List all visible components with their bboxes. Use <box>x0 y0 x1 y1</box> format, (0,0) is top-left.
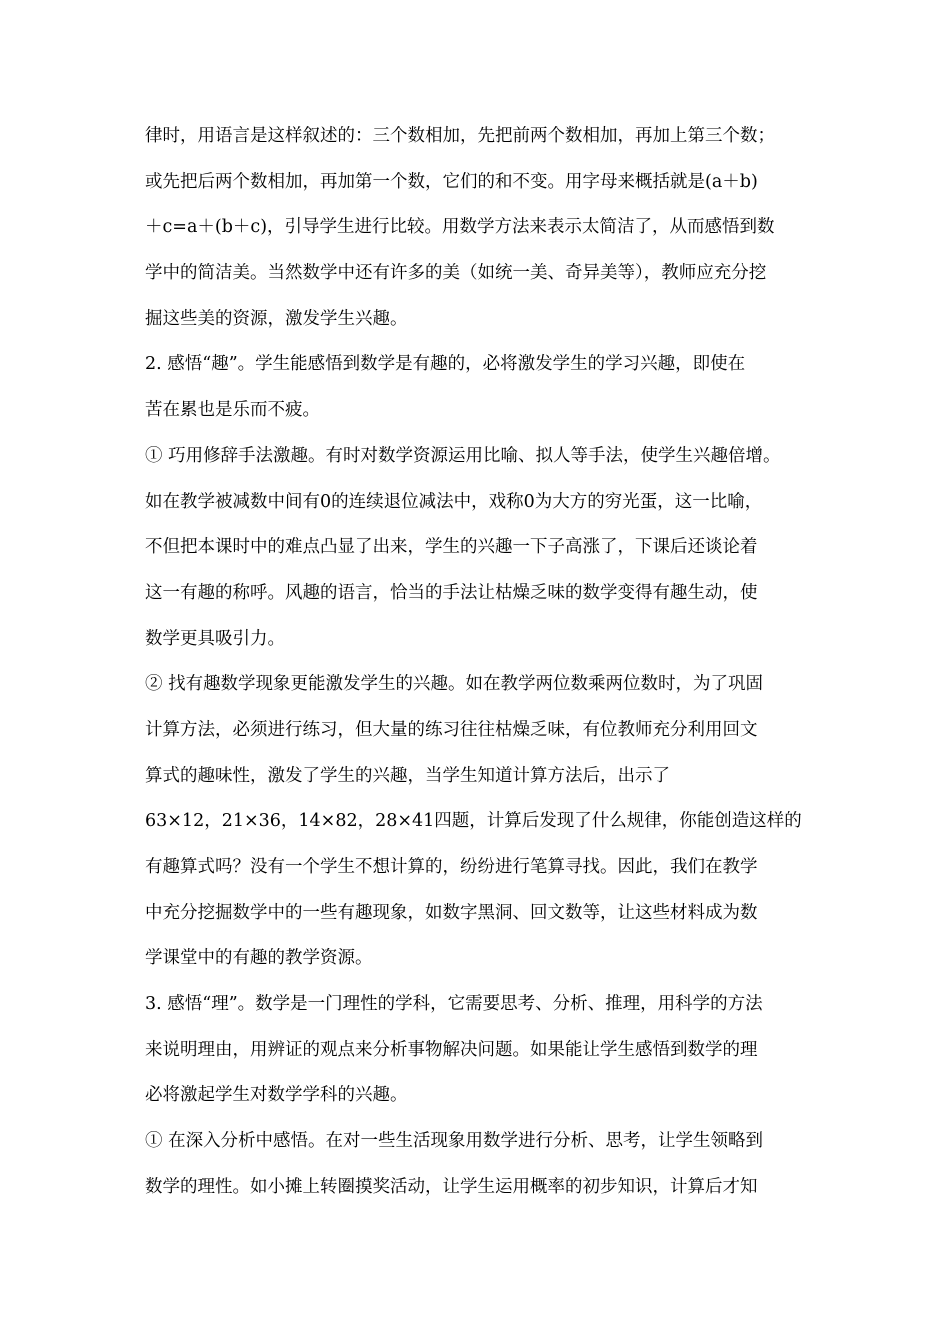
text-line: ＋c=a＋(b＋c)，引导学生进行比较。用数学方法来表示太简洁了，从而感悟到数 <box>145 217 775 238</box>
text-line: 计算方法，必须进行练习，但大量的练习往往枯燥乏味，有位教师充分利用回文 <box>145 719 758 740</box>
text-line: 3. 感悟“理”。数学是一门理性的学科，它需要思考、分析、推理，用科学的方法 <box>145 994 763 1015</box>
text-line: 2. 感悟“趣”。学生能感悟到数学是有趣的，必将激发学生的学习兴趣，即使在 <box>145 354 746 375</box>
text-line: 算式的趣味性，激发了学生的兴趣，当学生知道计算方法后，出示了 <box>145 765 670 786</box>
text-line: 必将激起学生对数学学科的兴趣。 <box>145 1085 408 1106</box>
text-line: 数学的理性。如小摊上转圈摸奖活动，让学生运用概率的初步知识，计算后才知 <box>145 1176 758 1197</box>
text-line: 学中的简洁美。当然数学中还有许多的美（如统一美、奇异美等），教师应充分挖 <box>145 263 767 284</box>
text-line: ① 在深入分析中感悟。在对一些生活现象用数学进行分析、思考，让学生领略到 <box>145 1131 764 1152</box>
text-line: 律时，用语言是这样叙述的：三个数相加，先把前两个数相加，再加上第三个数； <box>145 126 775 146</box>
document-body <box>145 114 810 1211</box>
text-line: ① 巧用修辞手法激趣。有时对数学资源运用比喻、拟人等手法，使学生兴趣倍增。 <box>145 445 781 466</box>
text-line: 数学更具吸引力。 <box>145 628 285 649</box>
text-line: 63×12，21×36，14×82，28×41四题，计算后发现了什么规律，你能创造这样的 <box>145 811 802 832</box>
text-line: 来说明理由，用辨证的观点来分析事物解决问题。如果能让学生感悟到数学的理 <box>145 1039 758 1060</box>
text-line: ② 找有趣数学现象更能激发学生的兴趣。如在教学两位数乘两位数时，为了巩固 <box>145 674 764 695</box>
text-line: 或先把后两个数相加，再加第一个数，它们的和不变。用字母来概括就是(a＋b) <box>145 171 758 192</box>
text-line: 不但把本课时中的难点凸显了出来，学生的兴趣一下子高涨了，下课后还谈论着 <box>145 537 758 558</box>
text-line: 苦在累也是乐而不疲。 <box>145 400 320 421</box>
text-line: 中充分挖掘数学中的一些有趣现象，如数字黑洞、回文数等，让这些材料成为数 <box>145 902 758 923</box>
text-line: 有趣算式吗？没有一个学生不想计算的，纷纷进行笔算寻找。因此，我们在教学 <box>145 857 758 877</box>
text-line: 如在教学被减数中间有0的连续退位减法中，戏称0为大方的穷光蛋，这一比喻， <box>145 491 763 512</box>
text-line: 学课堂中的有趣的教学资源。 <box>145 948 373 969</box>
text-line: 掘这些美的资源，激发学生兴趣。 <box>145 308 408 329</box>
text-line: 这一有趣的称呼。风趣的语言，恰当的手法让枯燥乏味的数学变得有趣生动，使 <box>145 582 758 603</box>
